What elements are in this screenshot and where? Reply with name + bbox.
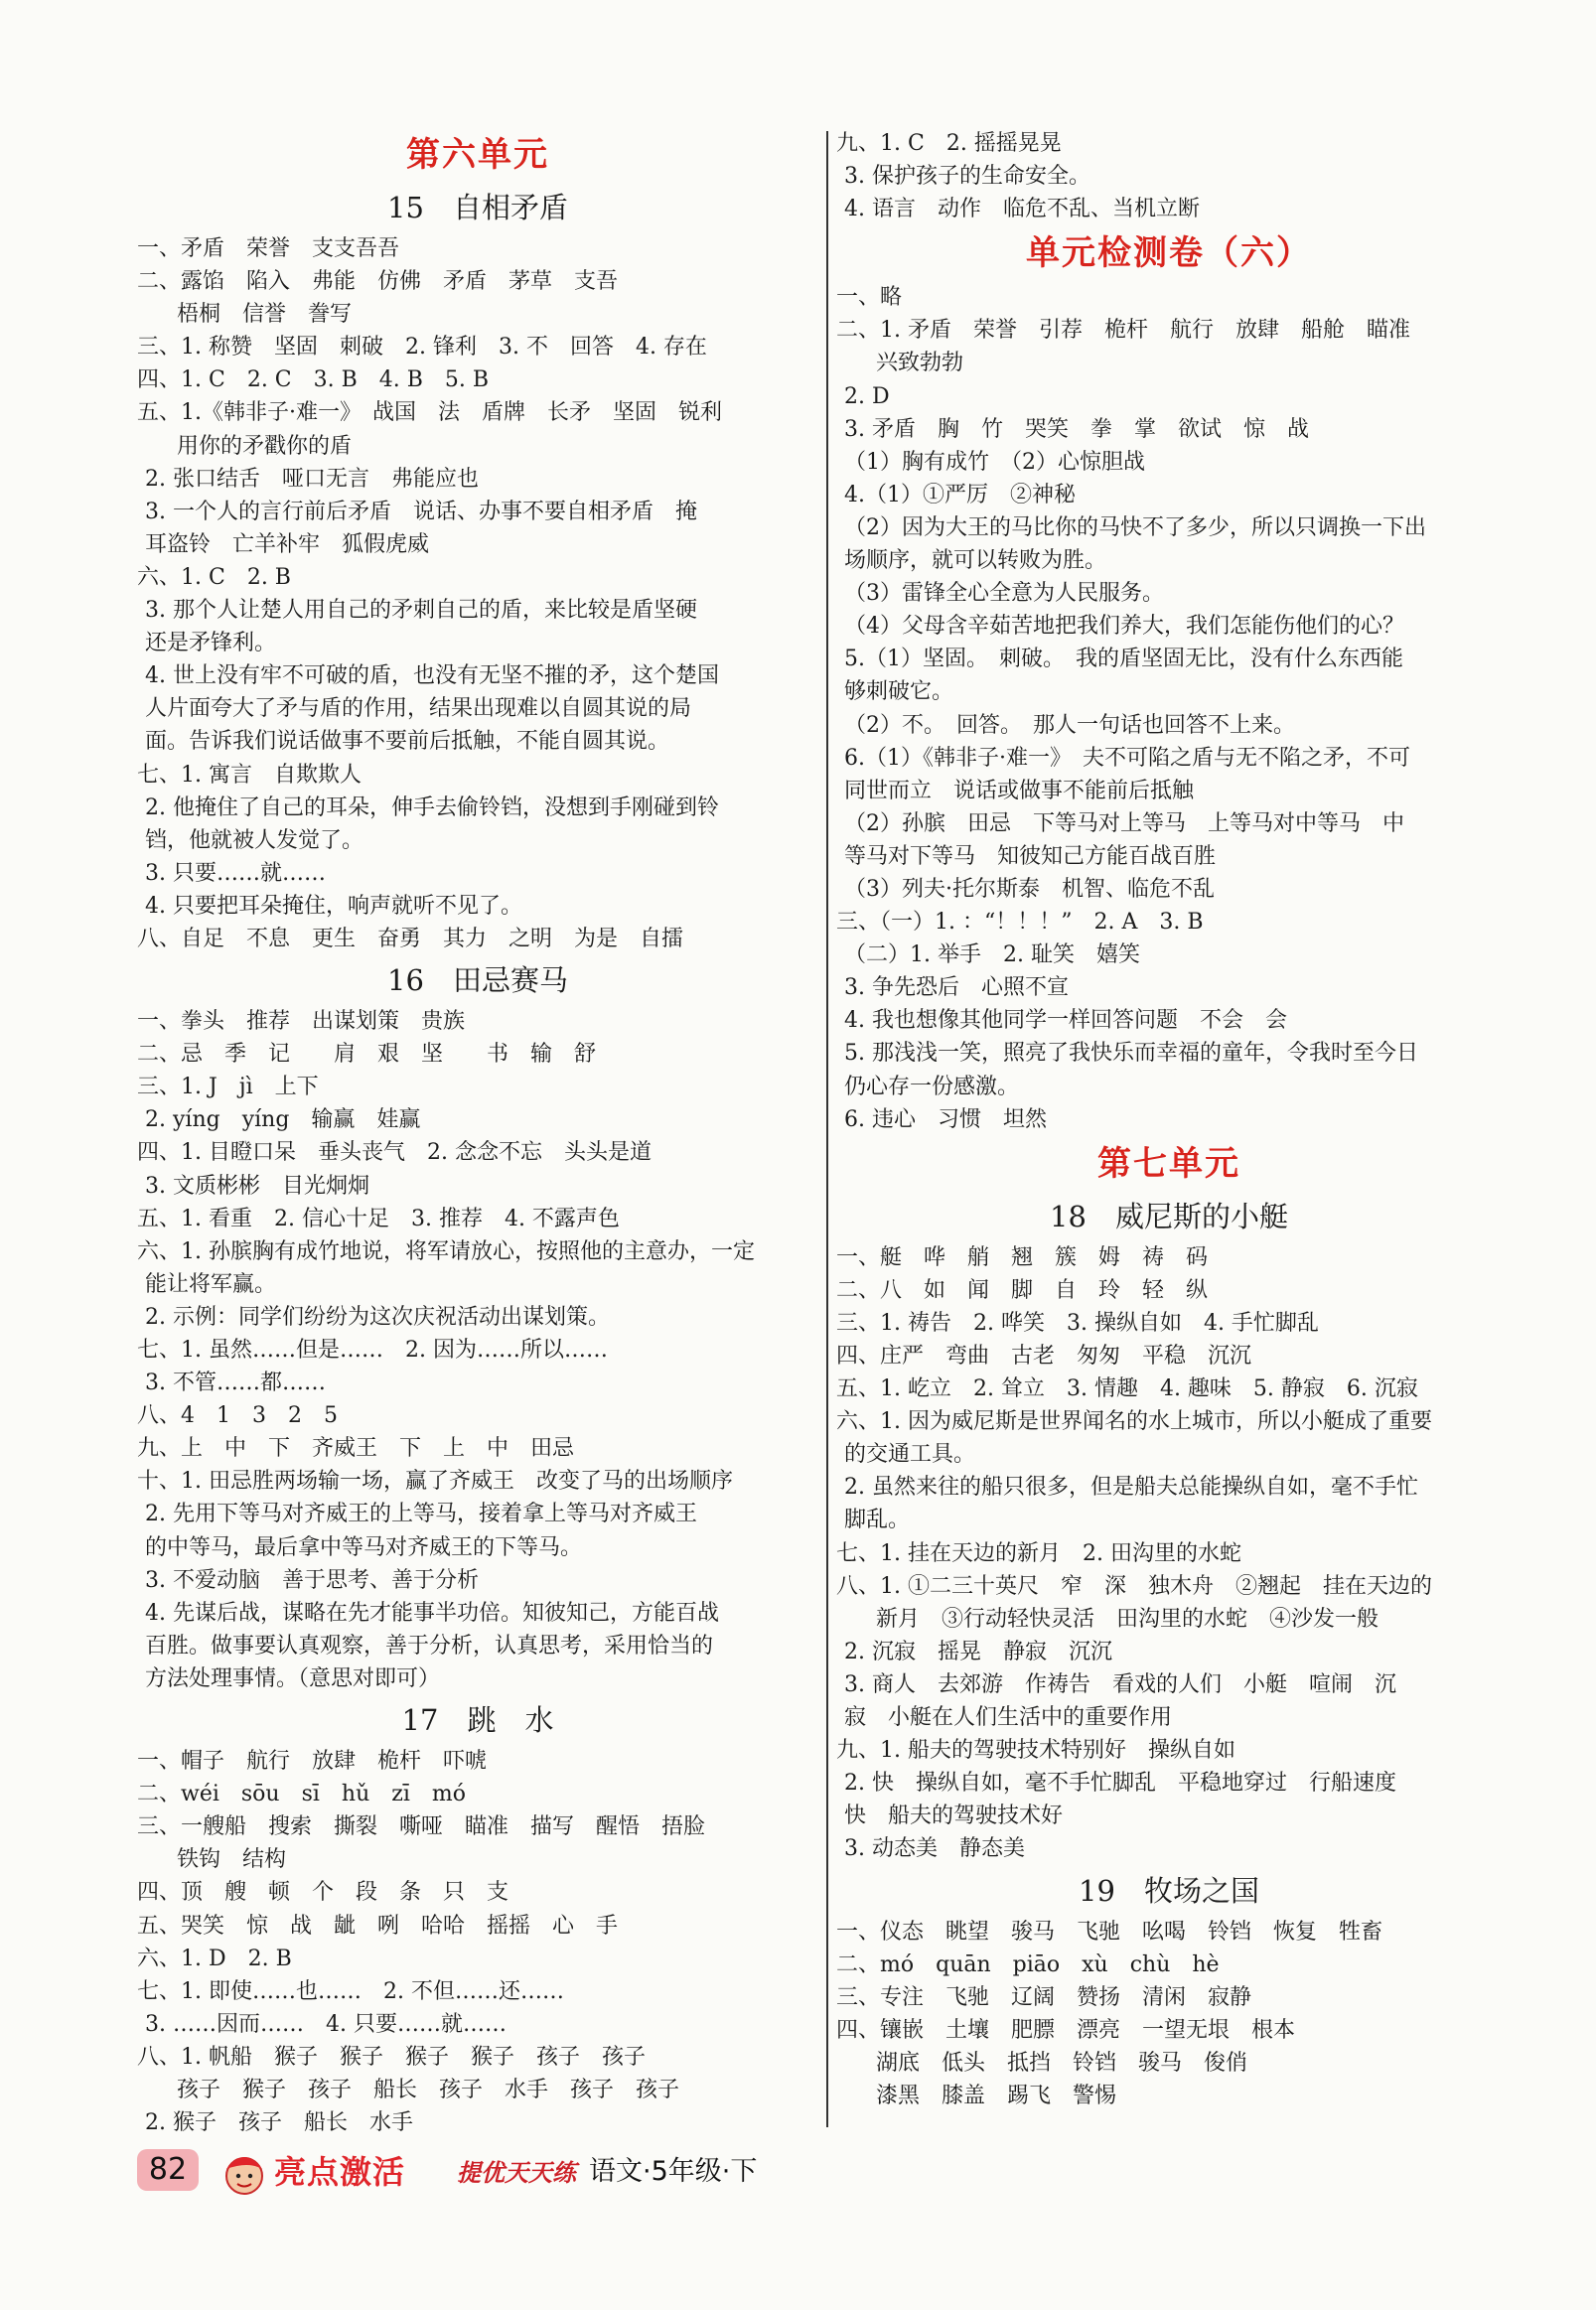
- answer-line: 三、1. 称赞 坚固 刺破 2. 锋利 3. 不 回答 4. 存在: [137, 335, 707, 361]
- lesson-title: 18 威尼斯的小艇: [1050, 1199, 1288, 1233]
- subject-grade: 语文·5年级·下: [589, 2156, 758, 2187]
- answer-line: 4.（1）①严厉 ②神秘: [844, 482, 1076, 507]
- answer-line: 3. 商人 去郊游 作祷告 看戏的人们 小艇 喧闹 沉: [844, 1671, 1396, 1697]
- answer-line: 二、八 如 闻 脚 自 玲 轻 纵: [836, 1277, 1209, 1303]
- page-number: 82: [137, 2149, 199, 2191]
- answer-line: 的中等马，最后拿中等马对齐威王的下等马。: [145, 1534, 583, 1560]
- answer-line: （二）1. 举手 2. 耻笑 嬉笑: [844, 942, 1140, 968]
- answer-line: 三、1. 祷告 2. 哗笑 3. 操纵自如 4. 手忙脚乱: [836, 1310, 1319, 1336]
- answer-line: 四、庄严 弯曲 古老 匆匆 平稳 沉沉: [836, 1344, 1252, 1369]
- answer-line: 四、顶 艘 顿 个 段 条 只 支: [137, 1880, 509, 1906]
- answer-line: 2. 张口结舌 哑口无言 弗能应也: [145, 466, 479, 492]
- answer-line: 的交通工具。: [844, 1442, 976, 1468]
- answer-line: 百胜。做事要认真观察，善于分析，认真思考，采用恰当的: [145, 1633, 714, 1659]
- answer-line: 人片面夸大了矛与盾的作用，结果出现难以自圆其说的局: [145, 696, 692, 722]
- answer-line: 4. 只要把耳朵掩住，响声就听不见了。: [145, 893, 522, 919]
- right-column: [836, 127, 1502, 2112]
- answer-line: 梧桐 信誉 誊写: [177, 302, 353, 328]
- answer-line: 2. D: [844, 383, 890, 409]
- answer-line: 五、哭笑 惊 战 龇 咧 哈哈 摇摇 心 手: [137, 1913, 619, 1939]
- answer-line: 九、1. 船夫的驾驶技术特别好 操纵自如: [836, 1738, 1235, 1764]
- answer-line: 五、1. 看重 2. 信心十足 3. 推荐 4. 不露声色: [137, 1206, 620, 1231]
- answer-line: 2. 虽然来往的船只很多，但是船夫总能操纵自如，毫不手忙: [844, 1475, 1418, 1501]
- answer-line: 4. 先谋后战，谋略在先才能事半功倍。知彼知己，方能百战: [145, 1600, 719, 1626]
- answer-line: 6.（1）《韩非子·难一》 夫不可陷之盾与无不陷之矛，不可: [844, 745, 1410, 771]
- answer-line: （2）不。 回答。 那人一句话也回答不上来。: [844, 712, 1295, 738]
- answer-line: 快 船夫的驾驶技术好: [844, 1804, 1064, 1829]
- answer-line: 八、1. 帆船 猴子 猴子 猴子 猴子 孩子 孩子: [137, 2044, 646, 2070]
- answer-line: 2. yíng yíng 输赢 娃赢: [145, 1107, 421, 1133]
- answer-line: 3. 那个人让楚人用自己的矛刺自己的盾，来比较是盾坚硬: [145, 598, 697, 624]
- page-footer: [137, 2149, 932, 2205]
- answer-line: 3. 保护孩子的生命安全。: [844, 164, 1090, 190]
- answer-line: 2. 示例：同学们纷纷为这次庆祝活动出谋划策。: [145, 1304, 610, 1330]
- answer-line: 二、wéi sōu sī hǔ zī mó: [137, 1782, 466, 1807]
- unit-title: 单元检测卷（六）: [1026, 233, 1312, 274]
- answer-line: （2）因为大王的马比你的马快不了多少，所以只调换一下出: [844, 514, 1426, 540]
- answer-line: 方法处理事情。（意思对即可）: [145, 1665, 441, 1691]
- answer-line: 2. 猴子 孩子 船长 水手: [145, 2110, 413, 2136]
- answer-line: 3. 只要……就……: [145, 860, 326, 886]
- answer-line: 二、1. 矛盾 荣誉 引荐 桅杆 航行 放肆 船舱 瞄准: [836, 318, 1410, 344]
- answer-line: 四、1. 目瞪口呆 垂头丧气 2. 念念不忘 头头是道: [137, 1140, 652, 1166]
- answer-line: 5. 那浅浅一笑，照亮了我快乐而幸福的童年，令我时至今日: [844, 1041, 1418, 1067]
- answer-line: 五、1.《韩非子·难一》 战国 法 盾牌 长矛 坚固 锐利: [137, 400, 722, 426]
- answer-line: 耳盗铃 亡羊补牢 狐假虎威: [145, 531, 430, 557]
- answer-line: 二、忌 季 记 肩 艰 坚 书 输 舒: [137, 1042, 597, 1068]
- answer-line: 九、上 中 下 齐威王 下 上 中 田忌: [137, 1436, 575, 1462]
- answer-line: 4. 我也想像其他同学一样回答问题 不会 会: [844, 1008, 1287, 1034]
- answer-line: 八、4 1 3 2 5: [137, 1403, 338, 1429]
- answer-line: 八、1. ①二三十英尺 窄 深 独木舟 ②翘起 挂在天边的: [836, 1573, 1432, 1599]
- answer-line: 6. 违心 习惯 坦然: [844, 1106, 1047, 1132]
- answer-line: 3. ……因而…… 4. 只要……就……: [145, 2011, 507, 2037]
- answer-line: 孩子 猴子 孩子 船长 孩子 水手 孩子 孩子: [177, 2077, 680, 2102]
- answer-line: 二、mó quān piāo xù chù hè: [836, 1951, 1220, 1977]
- column-divider: [826, 131, 828, 2127]
- answer-line: 3. 文质彬彬 目光炯炯: [145, 1173, 369, 1199]
- lesson-title: 17 跳 水: [401, 1703, 554, 1738]
- answer-line: 新月 ③行动轻快灵活 田沟里的水蛇 ④沙发一般: [876, 1606, 1379, 1632]
- lesson-title: 16 田忌赛马: [387, 963, 568, 998]
- answer-line: （1）胸有成竹 （2）心惊胆战: [844, 449, 1145, 475]
- answer-line: 二、露馅 陷入 弗能 仿佛 矛盾 茅草 支吾: [137, 269, 619, 295]
- answer-line: 九、1. C 2. 摇摇晃晃: [836, 131, 1062, 156]
- answer-line: 六、1. 因为威尼斯是世界闻名的水上城市，所以小艇成了重要: [836, 1409, 1432, 1435]
- answer-line: 5.（1）坚固。 刺破。 我的盾坚固无比，没有什么东西能: [844, 647, 1403, 672]
- answer-line: 2. 他掩住了自己的耳朵，伸手去偷铃铛，没想到手刚碰到铃: [145, 794, 719, 820]
- answer-line: 铁钩 结构: [177, 1847, 287, 1873]
- answer-line: 脚乱。: [844, 1508, 911, 1533]
- answer-line: （4）父母含辛茹苦地把我们养大，我们怎能伤他们的心？: [844, 614, 1404, 640]
- answer-line: 还是矛锋利。: [145, 631, 277, 656]
- answer-line: 4. 语言 动作 临危不乱、当机立断: [844, 197, 1200, 222]
- answer-line: 六、1. D 2. B: [137, 1946, 292, 1971]
- answer-line: 一、仪态 眺望 骏马 飞驰 吆喝 铃铛 恢复 牲畜: [836, 1919, 1383, 1945]
- answer-line: 3. 动态美 静态美: [844, 1836, 1025, 1862]
- answer-line: 够刺破它。: [844, 679, 954, 705]
- unit-title: 第七单元: [1097, 1143, 1240, 1184]
- answer-line: 四、镶嵌 土壤 肥膘 漂亮 一望无垠 根本: [836, 2017, 1296, 2043]
- answer-line: 漆黑 膝盖 踢飞 警惕: [876, 2083, 1117, 2108]
- answer-line: （2）孙膑 田忌 下等马对上等马 上等马对中等马 中: [844, 810, 1404, 836]
- answer-line: 面。告诉我们说话做事不要前后抵触，不能自圆其说。: [145, 729, 670, 755]
- answer-line: 十、1. 田忌胜两场输一场，赢了齐威王 改变了马的出场顺序: [137, 1469, 733, 1495]
- answer-line: 2. 快 操纵自如，毫不手忙脚乱 平稳地穿过 行船速度: [844, 1771, 1396, 1797]
- answer-line: 一、略: [836, 285, 903, 311]
- answer-line: 仍心存一份感激。: [844, 1074, 1020, 1099]
- answer-line: 3. 矛盾 胸 竹 哭笑 拳 掌 欲试 惊 战: [844, 416, 1309, 442]
- answer-line: 一、帽子 航行 放肆 桅杆 吓唬: [137, 1749, 488, 1775]
- answer-line: 一、拳头 推荐 出谋划策 贵族: [137, 1009, 466, 1035]
- answer-line: 等马对下等马 知彼知己方能百战百胜: [844, 843, 1217, 869]
- answer-line: 三、专注 飞驰 辽阔 赞扬 清闲 寂静: [836, 1984, 1252, 2010]
- answer-line: （3）列夫·托尔斯泰 机智、临危不乱: [844, 876, 1215, 902]
- answer-line: 3. 争先恐后 心照不宣: [844, 975, 1069, 1001]
- answer-line: 场顺序，就可以转败为胜。: [844, 548, 1107, 574]
- answer-line: 七、1. 寓言 自欺欺人: [137, 762, 362, 788]
- answer-line: 五、1. 屹立 2. 耸立 3. 情趣 4. 趣味 5. 静寂 6. 沉寂: [836, 1376, 1418, 1402]
- answer-line: （3）雷锋全心全意为人民服务。: [844, 581, 1164, 607]
- answer-line: 3. 不管……都……: [145, 1371, 326, 1396]
- lesson-title: 15 自相矛盾: [387, 191, 568, 224]
- left-column: [137, 127, 818, 2139]
- answer-line: 寂 小艇在人们生活中的重要作用: [844, 1705, 1173, 1731]
- answer-line: 同世而立 说话或做事不能前后抵触: [844, 778, 1195, 803]
- answer-line: 三、1. J jì 上下: [137, 1075, 319, 1100]
- answer-line: 四、1. C 2. C 3. B 4. B 5. B: [137, 367, 490, 393]
- answer-line: 七、1. 挂在天边的新月 2. 田沟里的水蛇: [836, 1540, 1241, 1566]
- answer-line: 一、艇 哗 艄 翘 簇 姆 祷 码: [836, 1244, 1209, 1270]
- brand-slogan: 提优天天练: [457, 2159, 576, 2187]
- mascot-logo-icon: [218, 2149, 270, 2197]
- answer-line: 八、自足 不息 更生 奋勇 其力 之明 为是 自擂: [137, 926, 684, 951]
- answer-line: 七、1. 虽然……但是…… 2. 因为……所以……: [137, 1338, 608, 1363]
- answer-line: 兴致勃勃: [876, 351, 964, 376]
- answer-line: 三、一艘船 搜索 撕裂 嘶哑 瞄准 描写 醒悟 捂脸: [137, 1814, 706, 1840]
- answer-line: 七、1. 即使……也…… 2. 不但……还……: [137, 1978, 564, 2004]
- answer-line: 4. 世上没有牢不可破的盾，也没有无坚不摧的矛，这个楚国: [145, 663, 719, 689]
- answer-line: 六、1. 孙膑胸有成竹地说，将军请放心，按照他的主意办，一定: [137, 1238, 755, 1264]
- answer-line: 3. 不爱动脑 善于思考、善于分析: [145, 1567, 479, 1593]
- answer-line: 用你的矛戳你的盾: [177, 433, 353, 459]
- answer-line: 铛，他就被人发觉了。: [145, 827, 364, 853]
- answer-line: 能让将军赢。: [145, 1271, 277, 1297]
- answer-line: 湖底 低头 抵挡 铃铛 骏马 俊俏: [876, 2050, 1248, 2076]
- answer-line: 3. 一个人的言行前后矛盾 说话、办事不要自相矛盾 掩: [145, 499, 697, 524]
- brand-name: 亮点激活: [274, 2153, 406, 2191]
- answer-line: 2. 先用下等马对齐威王的上等马，接着拿上等马对齐威王: [145, 1502, 697, 1527]
- answer-line: 2. 沉寂 摇晃 静寂 沉沉: [844, 1639, 1112, 1664]
- answer-line: 三、（一）1. ：“！！！” 2. A 3. B: [836, 910, 1204, 936]
- answer-line: 一、矛盾 荣誉 支支吾吾: [137, 236, 400, 261]
- lesson-title: 19 牧场之国: [1079, 1873, 1259, 1908]
- answer-line: 六、1. C 2. B: [137, 564, 291, 590]
- unit-title: 第六单元: [406, 135, 549, 175]
